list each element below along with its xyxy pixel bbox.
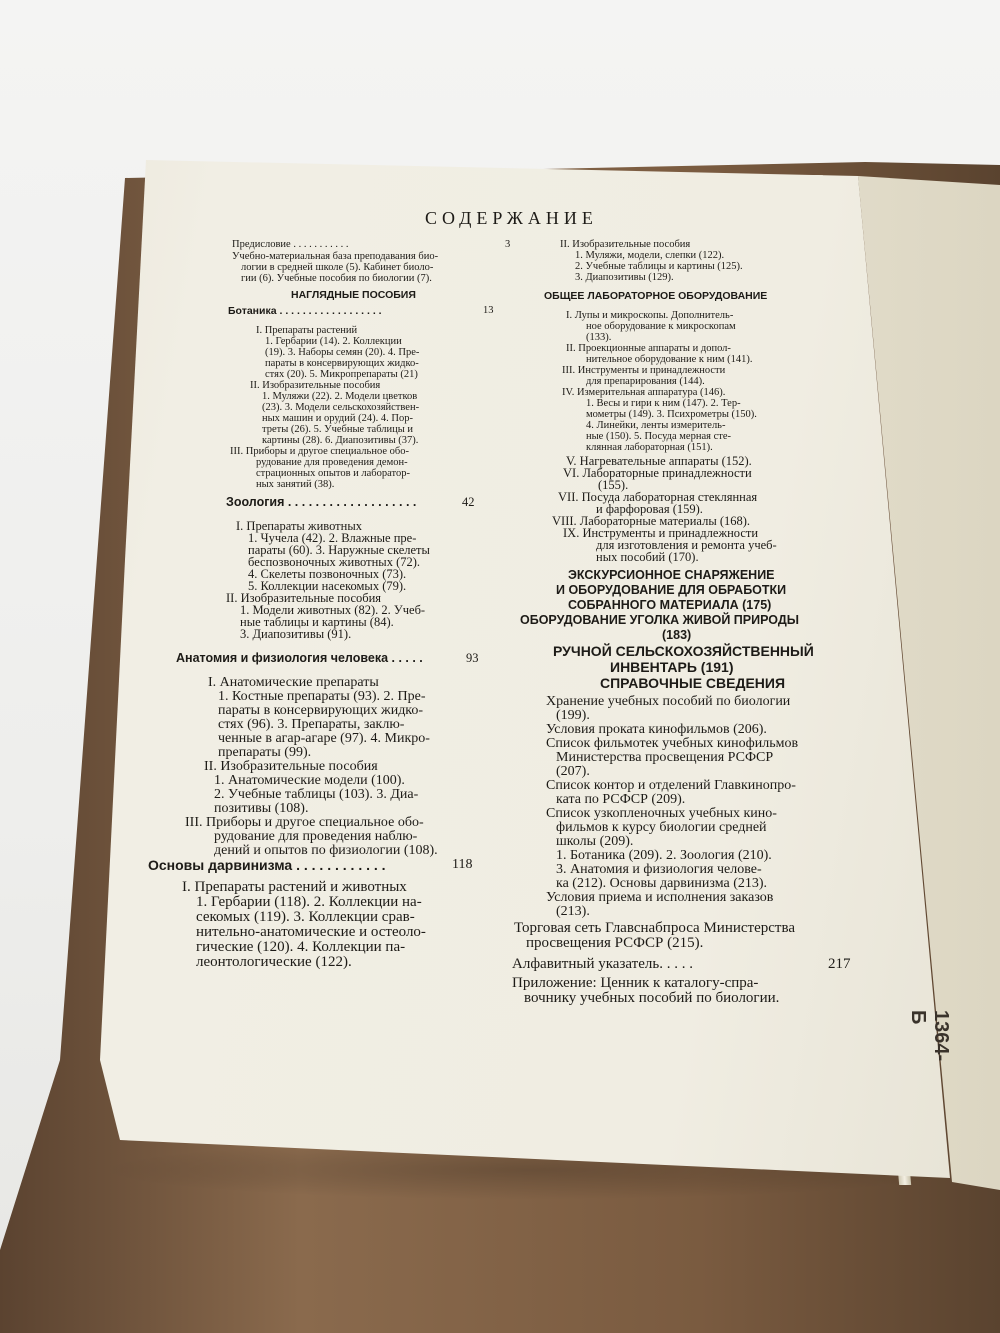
right-toc-line: Список узкопленочных учебных кино- xyxy=(546,806,777,821)
right-toc-line: Министерства просвещения РСФСР xyxy=(556,750,774,765)
left-toc-line: II. Изобразительные пособия xyxy=(226,591,382,605)
right-toc-line: Хранение учебных пособий по биологии xyxy=(546,694,791,709)
right-toc-line: VI. Лабораторные принадлежности xyxy=(563,466,752,480)
left-toc-line: 1. Костные препараты (93). 2. Пре- xyxy=(218,689,426,704)
left-toc-line: 1. Чучела (42). 2. Влажные пре- xyxy=(248,531,417,545)
library-stamp: 1364-Б xyxy=(907,1010,952,1062)
left-toc-line: III. Приборы и другое специальное обо- xyxy=(185,815,424,830)
left-toc-line: 1. Гербарии (14). 2. Коллекции xyxy=(265,336,402,347)
right-toc-line: (207). xyxy=(556,764,590,779)
left-toc-line: Учебно-материальная база преподавания био- xyxy=(232,251,439,262)
left-toc-line: Зоология . . . . . . . . . . . . . . . . . . . xyxy=(226,495,417,509)
left-toc-line: 2. Учебные таблицы (103). 3. Диа- xyxy=(214,787,419,802)
left-toc-line: параты (60). 3. Наружные скелеты xyxy=(248,543,430,557)
left-toc-line: ных машин и орудий (24). 4. Пор- xyxy=(262,413,413,424)
right-toc-line: ные (150). 5. Посуда мерная сте- xyxy=(586,431,731,442)
right-toc-line: СОБРАННОГО МАТЕРИАЛА (175) xyxy=(568,598,772,612)
left-toc-line: 1. Анатомические модели (100). xyxy=(214,773,405,788)
right-toc-line: Список фильмотек учебных кинофильмов xyxy=(546,736,799,751)
right-toc-line: ОБОРУДОВАНИЕ УГОЛКА ЖИВОЙ ПРИРОДЫ xyxy=(520,613,799,627)
right-toc-line: II. Изобразительные пособия xyxy=(560,239,691,250)
left-toc-line: картины (28). 6. Диапозитивы (37). xyxy=(262,435,419,446)
left-toc-line: НАГЛЯДНЫЕ ПОСОБИЯ xyxy=(291,289,416,301)
right-toc-line: Список контор и отделений Главкинопро- xyxy=(546,778,796,793)
left-toc-line: I. Препараты растений xyxy=(256,325,358,336)
right-toc-line: Условия приема и исполнения заказов xyxy=(546,890,774,905)
right-toc-line: 3. Анатомия и физиология челове- xyxy=(556,862,762,877)
right-toc-line: вочнику учебных пособий по биологии. xyxy=(524,990,780,1006)
left-toc-line: препараты (99). xyxy=(218,745,312,760)
right-toc-line: III. Инструменты и принадлежности xyxy=(562,365,726,376)
right-toc-line: И ОБОРУДОВАНИЕ ДЛЯ ОБРАБОТКИ xyxy=(556,583,787,597)
right-toc-line: I. Лупы и микроскопы. Дополнитель- xyxy=(566,310,734,321)
left-toc-line: позитивы (108). xyxy=(214,801,309,816)
left-toc-line: ченные в агар-агаре (97). 4. Микро- xyxy=(218,731,430,746)
left-toc-line: дений и опытов по физиологии (108). xyxy=(214,843,438,858)
left-toc-line: 1. Муляжи (22). 2. Модели цветков xyxy=(262,391,418,402)
right-toc-line: Торговая сеть Главснабпроса Министерства xyxy=(514,920,796,936)
right-toc-line: нительное оборудование к ним (141). xyxy=(586,354,753,365)
left-toc-line: параты в консервирующих жидко- xyxy=(218,703,424,718)
right-toc-line: школы (209). xyxy=(556,834,634,849)
right-toc-line: 4. Линейки, ленты измеритель- xyxy=(586,420,726,431)
left-toc-line: 4. Скелеты позвоночных (73). xyxy=(248,567,407,581)
left-toc-line: логии в средней школе (5). Кабинет биоло- xyxy=(241,262,434,273)
right-toc-line: РУЧНОЙ СЕЛЬСКОХОЗЯЙСТВЕННЫЙ xyxy=(553,643,814,659)
left-toc-line: стях (96). 3. Препараты, заклю- xyxy=(218,717,405,732)
right-toc-line: (133). xyxy=(586,332,612,343)
left-toc-line: гии (6). Учебные пособия по биологии (7). xyxy=(241,273,432,284)
right-toc-line: 1. Ботаника (209). 2. Зоология (210). xyxy=(556,848,772,863)
right-toc-line: просвещения РСФСР (215). xyxy=(526,935,704,951)
right-toc-line: ЭКСКУРСИОННОЕ СНАРЯЖЕНИЕ xyxy=(568,568,775,582)
right-toc-line: ных пособий (170). xyxy=(596,550,699,564)
left-toc-line: I. Препараты растений и животных xyxy=(182,879,407,895)
right-toc-line: ка (212). Основы дарвинизма (213). xyxy=(556,876,768,891)
right-toc-line: ката по РСФСР (209). xyxy=(556,792,686,807)
left-toc-line: 13 xyxy=(483,305,494,316)
left-toc-line: треты (26). 5. Учебные таблицы и xyxy=(262,424,414,435)
right-toc-line: ИНВЕНТАРЬ (191) xyxy=(610,659,734,675)
left-toc-line: беспозвоночных животных (72). xyxy=(248,555,421,569)
right-toc-line: 1. Весы и гири к ним (147). 2. Тер- xyxy=(586,398,741,409)
right-toc-line: IV. Измерительная аппаратура (146). xyxy=(562,387,726,398)
left-toc-line: 3 xyxy=(505,239,511,250)
left-toc-line: 118 xyxy=(452,857,473,872)
left-toc-line: секомых (119). 3. Коллекции срав- xyxy=(196,909,415,925)
right-toc-line: (213). xyxy=(556,904,590,919)
right-toc-line: (199). xyxy=(556,708,590,723)
left-toc-line: гические (120). 4. Коллекции па- xyxy=(196,939,406,955)
right-toc-line: мометры (149). 3. Психрометры (150). xyxy=(586,409,757,420)
left-toc-line: стях (20). 5. Микропрепараты (21) xyxy=(265,369,418,380)
left-toc-line: Ботаника . . . . . . . . . . . . . . . . . . xyxy=(228,305,382,317)
right-toc-line: Алфавитный указатель. . . . . xyxy=(512,956,693,972)
right-toc-line: клянная лабораторная (151). xyxy=(586,442,713,453)
right-toc-line: Приложение: Ценник к каталогу-спра- xyxy=(512,975,759,991)
left-toc-line: III. Приборы и другое специальное обо- xyxy=(230,446,409,457)
right-toc-line: VII. Посуда лабораторная стеклянная xyxy=(558,490,758,504)
right-toc-line: ОБЩЕЕ ЛАБОРАТОРНОЕ ОБОРУДОВАНИЕ xyxy=(544,290,768,302)
right-toc-line: 3. Диапозитивы (129). xyxy=(575,272,674,283)
right-toc-line: V. Нагревательные аппараты (152). xyxy=(566,454,752,468)
left-toc-line: 5. Коллекции насекомых (79). xyxy=(248,579,407,593)
right-toc-line: СПРАВОЧНЫЕ СВЕДЕНИЯ xyxy=(600,675,786,691)
left-toc-line: леонтологические (122). xyxy=(196,954,352,970)
right-toc-line: 2. Учебные таблицы и картины (125). xyxy=(575,261,743,272)
left-toc-line: нительно-анатомические и остеоло- xyxy=(196,924,426,940)
right-toc-line: IX. Инструменты и принадлежности xyxy=(563,526,759,540)
right-toc-line: (155). xyxy=(598,478,629,492)
left-toc-line: ные таблицы и картины (84). xyxy=(240,615,394,629)
left-toc-line: I. Препараты животных xyxy=(236,519,362,533)
left-toc-line: страционных опытов и лаборатор- xyxy=(256,468,410,479)
page-title: СОДЕРЖАНИЕ xyxy=(425,208,598,228)
left-toc-line: 1. Гербарии (118). 2. Коллекции на- xyxy=(196,894,422,910)
left-toc-line: (19). 3. Наборы семян (20). 4. Пре- xyxy=(265,347,420,358)
right-toc-line: и фарфоровая (159). xyxy=(596,502,703,516)
right-toc-line: (183) xyxy=(662,628,692,642)
right-toc-line: VIII. Лабораторные материалы (168). xyxy=(552,514,751,528)
left-toc-line: II. Изобразительные пособия xyxy=(204,759,378,774)
left-toc-line: параты в консервирующих жидко- xyxy=(265,358,419,369)
left-toc-line: I. Анатомические препараты xyxy=(208,675,379,690)
left-toc-line: II. Изобразительные пособия xyxy=(250,380,381,391)
right-toc-line: фильмов к курсу биологии средней xyxy=(556,820,767,835)
right-toc-line: 217 xyxy=(828,956,851,972)
left-toc-line: (23). 3. Модели сельскохозяйствен- xyxy=(262,402,420,413)
left-toc-line: рудование для проведения демон- xyxy=(256,457,408,468)
left-toc-line: 93 xyxy=(466,651,479,665)
left-toc-line: ных занятий (38). xyxy=(256,479,335,490)
right-toc-line: для изготовления и ремонта учеб- xyxy=(596,538,777,552)
left-toc-line: 1. Модели животных (82). 2. Учеб- xyxy=(240,603,426,617)
right-toc-line: ное оборудование к микроскопам xyxy=(586,321,736,332)
left-toc-line: Анатомия и физиология человека . . . . . xyxy=(176,651,423,665)
right-toc-line: для препарирования (144). xyxy=(586,376,705,387)
left-toc-line: Основы дарвинизма . . . . . . . . . . . . xyxy=(148,857,386,873)
right-toc-line: Условия проката кинофильмов (206). xyxy=(546,722,767,737)
right-toc-line: II. Проекционные аппараты и допол- xyxy=(566,343,731,354)
left-toc-line: Предисловие . . . . . . . . . . . xyxy=(232,239,349,250)
left-toc-line: 3. Диапозитивы (91). xyxy=(240,627,352,641)
left-toc-line: 42 xyxy=(462,495,475,509)
left-toc-line: рудование для проведения наблю- xyxy=(214,829,418,844)
right-toc-line: 1. Муляжи, модели, слепки (122). xyxy=(575,250,725,261)
